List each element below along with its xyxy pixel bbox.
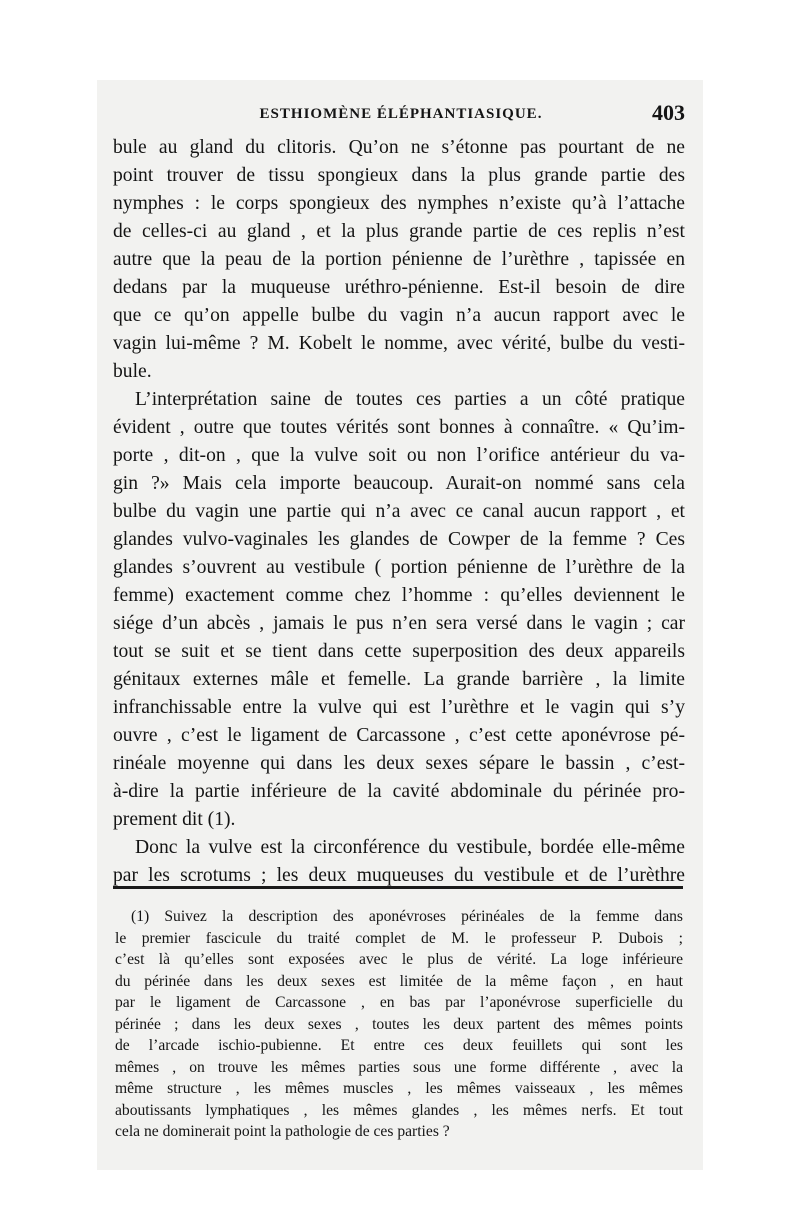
text-line: glandes s’ouvrent au vestibule ( portion pénienne de l’urèthre de la xyxy=(113,557,685,578)
text-line: bule au gland du clitoris. Qu’on ne s’étonne pas pourtant de ne xyxy=(113,137,685,158)
text-line: dedans par la muqueuse uréthro-pénienne. Est-il besoin de dire xyxy=(113,277,685,298)
footnote-line: cela ne dominerait point la pathologie de ces parties ? xyxy=(115,1123,450,1140)
footnote-line: mêmes , on trouve les mêmes parties sous une forme différente , avec la xyxy=(115,1058,683,1076)
footnote-line: de l’arcade ischio-pubienne. Et entre ces deux feuillets qui sont les xyxy=(115,1037,683,1054)
footnote-line: périnée ; dans les deux sexes , toutes les deux partent des mêmes points xyxy=(115,1015,683,1033)
text-line: de celles-ci au gland , et la plus grande partie de ces replis n’est xyxy=(113,221,685,242)
footnote-line: c’est là qu’elles sont exposées avec le plus de vérité. La loge inférieure xyxy=(115,951,683,968)
text-line: vagin lui-même ? M. Kobelt le nomme, avec vérité, bulbe du vesti- xyxy=(113,333,685,354)
text-line: par les scrotums ; les deux muqueuses du vestibule et de l’urèthre xyxy=(113,865,685,886)
page-number: 403 xyxy=(652,100,685,125)
text-line: femme) exactement comme chez l’homme : qu’elles deviennent le xyxy=(113,585,685,606)
footnote-line: du périnée dans les deux sexes est limitée de la même façon , en haut xyxy=(115,972,683,990)
text-line: à-dire la partie inférieure de la cavité abdominale du périnée pro- xyxy=(113,781,685,802)
footnote-line: le premier fascicule du traité complet de M. le professeur P. Dubois ; xyxy=(115,929,683,947)
text-line: bule. xyxy=(113,361,152,382)
text-line: prement dit (1). xyxy=(113,809,236,830)
text-line: bulbe du vagin une partie qui n’a avec ce canal aucun rapport , et xyxy=(113,501,685,522)
text-line: ouvre , c’est le ligament de Carcassone , c’est cette aponévrose pé- xyxy=(113,725,685,746)
text-line: L’interprétation saine de toutes ces parties a un côté pratique xyxy=(135,389,685,410)
book-page xyxy=(97,80,703,1170)
text-line: porte , dit-on , que la vulve soit ou non l’orifice antérieur du va- xyxy=(113,445,685,466)
text-line: rinéale moyenne qui dans les deux sexes sépare le bassin , c’est- xyxy=(113,753,685,774)
footnote-line: même structure , les mêmes muscles , les mêmes vaisseaux , les mêmes xyxy=(115,1080,683,1097)
page-header xyxy=(117,102,685,132)
footnote-separator xyxy=(113,886,683,889)
text-line: nymphes : le corps spongieux des nymphes n’existe qu’à l’attache xyxy=(113,193,685,214)
text-line: que ce qu’on appelle bulbe du vagin n’a aucun rapport avec le xyxy=(113,305,685,326)
text-line: siége d’un abcès , jamais le pus n’en sera versé dans le vagin ; car xyxy=(113,613,685,634)
footnote xyxy=(115,906,683,1143)
text-line: évident , outre que toutes vérités sont bonnes à connaître. « Qu’im- xyxy=(113,417,685,438)
footnote-line: aboutissants lymphatiques , les mêmes glandes , les mêmes nerfs. Et tout xyxy=(115,1101,683,1119)
text-line: tout se suit et se tient dans cette superposition des deux appareils xyxy=(113,641,685,662)
running-title: ESTHIOMÈNE ÉLÉPHANTIASIQUE. xyxy=(259,106,543,122)
text-line: glandes vulvo-vaginales les glandes de Cowper de la femme ? Ces xyxy=(113,529,685,550)
text-line: point trouver de tissu spongieux dans la plus grande partie des xyxy=(113,165,685,186)
text-line: autre que la peau de la portion pénienne de l’urèthre , tapissée en xyxy=(113,249,685,270)
footnote-line: (1) Suivez la description des aponévroses périnéales de la femme dans xyxy=(131,908,683,925)
text-line: génitaux externes mâle et femelle. La grande barrière , la limite xyxy=(113,669,685,690)
text-line: Donc la vulve est la circonférence du vestibule, bordée elle-même xyxy=(135,837,685,858)
text-line: gin ?» Mais cela importe beaucoup. Aurait-on nommé sans cela xyxy=(113,473,685,494)
footnote-line: par le ligament de Carcassone , en bas par l’aponévrose superficielle du xyxy=(115,994,683,1011)
main-text xyxy=(113,134,685,890)
text-line: infranchissable entre la vulve qui est l’urèthre et le vagin qui s’y xyxy=(113,697,685,718)
